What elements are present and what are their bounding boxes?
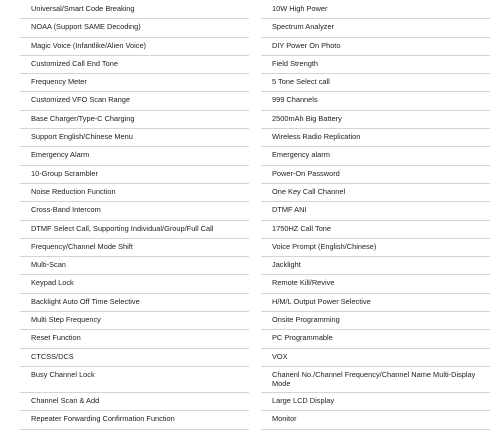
feature-right-cell: 5 Tone Select call [261,74,490,92]
feature-right-cell: DIY Power On Photo [261,38,490,56]
feature-left-cell: Keypad Lock [20,275,249,293]
feature-left-cell: NOAA (Support SAME Decoding) [20,19,249,37]
feature-left-cell: Customized VFO Scan Range [20,92,249,110]
feature-left-cell: Support English/Chinese Menu [20,129,249,147]
feature-left-cell: CTCSS/DCS [20,349,249,367]
feature-left-cell: Universal/Smart Code Breaking [20,1,249,19]
feature-left-cell: Backlight Auto Off Time Selective [20,294,249,312]
feature-left-cell: Multi-Scan [20,257,249,275]
feature-right-cell: 2500mAh Big Battery [261,111,490,129]
feature-left-cell: Reset Function [20,330,249,348]
feature-right-cell: Chanenl No./Channel Frequency/Channel Name Multi-Display Mode [261,367,490,393]
feature-right-cell: 999 Channels [261,92,490,110]
feature-right-cell: Remote Kill/Revive [261,275,490,293]
feature-right-cell: Monitor [261,411,490,430]
feature-right-cell: Power-On Password [261,166,490,184]
feature-left-cell: Busy Channel Lock [20,367,249,393]
feature-table [20,1,490,430]
feature-right-cell: Large LCD Display [261,393,490,411]
feature-left-cell: Frequency Meter [20,74,249,92]
feature-right-cell: Emergency alarm [261,147,490,165]
feature-right-cell: H/M/L Output Power Selective [261,294,490,312]
feature-right-cell: VOX [261,349,490,367]
feature-right-cell: Wireless Radio Replication [261,129,490,147]
feature-right-cell: Jacklight [261,257,490,275]
feature-left-cell: Emergency Alarm [20,147,249,165]
feature-right-cell: PC Programmable [261,330,490,348]
feature-left-cell: Customized Call End Tone [20,56,249,74]
feature-left-cell: DTMF Select Call, Supporting Individual/Group/Full Call [20,221,249,239]
feature-right-cell: One Key Call Channel [261,184,490,202]
feature-right-cell: Voice Prompt (English/Chinese) [261,239,490,257]
feature-left-cell: 10-Group Scrambler [20,166,249,184]
feature-right-cell: DTMF ANI [261,202,490,220]
feature-left-cell: Magic Voice (Infantlike/Alien Voice) [20,38,249,56]
feature-right-cell: 1750HZ Call Tone [261,221,490,239]
feature-right-cell: 10W High Power [261,1,490,19]
feature-left-cell: Base Charger/Type-C Charging [20,111,249,129]
feature-right-cell: Spectrum Analyzer [261,19,490,37]
feature-left-cell: Cross-Band Intercom [20,202,249,220]
feature-left-cell: Frequency/Channel Mode Shift [20,239,249,257]
feature-left-cell: Channel Scan & Add [20,393,249,411]
feature-left-cell: Repeater Forwarding Confirmation Function [20,411,249,430]
feature-left-cell: Multi Step Frequency [20,312,249,330]
feature-right-cell: Onsite Programming [261,312,490,330]
feature-left-cell: Noise Reduction Function [20,184,249,202]
feature-right-cell: Field Strength [261,56,490,74]
